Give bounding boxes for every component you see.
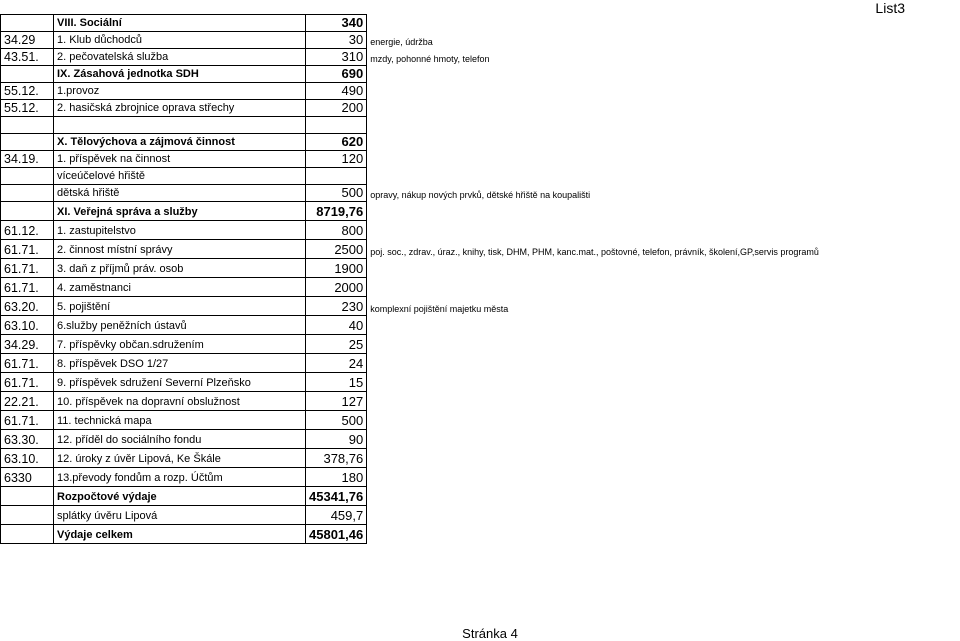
row-amount-cell[interactable]: 45341,76 (306, 487, 367, 506)
table-row (1, 240, 823, 259)
row-code-cell[interactable]: 63.10. (1, 316, 54, 335)
row-note-cell[interactable] (367, 392, 823, 411)
row-code-cell[interactable]: 61.71. (1, 278, 54, 297)
page-number: Stránka 4 (462, 626, 518, 641)
row-amount-cell[interactable]: 15 (306, 373, 367, 392)
row-code-cell[interactable]: 61.71. (1, 240, 54, 259)
row-amount-cell[interactable]: 90 (306, 430, 367, 449)
row-name-cell[interactable]: 2. pečovatelská služba (54, 49, 306, 66)
row-note-cell[interactable] (367, 468, 823, 487)
row-code-cell[interactable] (1, 15, 54, 32)
row-name-cell[interactable]: dětská hřiště (54, 185, 306, 202)
row-name-cell[interactable]: 8. příspěvek DSO 1/27 (54, 354, 306, 373)
row-name-cell[interactable]: 3. daň z příjmů práv. osob (54, 259, 306, 278)
row-amount-cell[interactable]: 620 (306, 134, 367, 151)
row-note-cell[interactable] (367, 221, 823, 240)
row-amount-cell[interactable]: 1900 (306, 259, 367, 278)
row-code-cell[interactable]: 55.12. (1, 100, 54, 117)
row-amount-cell[interactable]: 45801,46 (306, 525, 367, 544)
row-amount-cell[interactable]: 490 (306, 83, 367, 100)
row-name-cell[interactable]: 9. příspěvek sdružení Severní Plzeňsko (54, 373, 306, 392)
row-note-cell[interactable] (367, 487, 823, 506)
row-note-cell[interactable] (367, 335, 823, 354)
table-row (1, 32, 823, 49)
table-row (1, 278, 823, 297)
row-code-cell[interactable]: 61.12. (1, 221, 54, 240)
row-amount-cell[interactable]: 180 (306, 468, 367, 487)
row-name-cell[interactable]: 1. příspěvek na činnost (54, 151, 306, 168)
row-amount-cell[interactable]: 40 (306, 316, 367, 335)
row-note-cell[interactable] (367, 151, 823, 168)
row-amount-cell[interactable]: 690 (306, 66, 367, 83)
table-row (1, 449, 823, 468)
row-amount-cell[interactable]: 25 (306, 335, 367, 354)
row-code-cell[interactable] (1, 66, 54, 83)
row-amount-cell[interactable]: 459,7 (306, 506, 367, 525)
row-note-cell[interactable] (367, 117, 823, 134)
table-row (1, 411, 823, 430)
row-note-cell[interactable] (367, 134, 823, 151)
row-note-cell[interactable] (367, 411, 823, 430)
table-row (1, 202, 823, 221)
row-name-cell[interactable]: 13.převody fondům a rozp. Účtům (54, 468, 306, 487)
row-note-cell[interactable] (367, 506, 823, 525)
row-note-cell[interactable] (367, 15, 823, 32)
table-row (1, 49, 823, 66)
row-name-cell[interactable]: víceúčelové hřiště (54, 168, 306, 185)
row-code-cell[interactable]: 6330 (1, 468, 54, 487)
row-note-cell[interactable]: energie, údržba (370, 36, 433, 47)
row-code-cell[interactable]: 63.30. (1, 430, 54, 449)
row-code-cell[interactable]: 55.12. (1, 83, 54, 100)
row-amount-cell[interactable]: 30 (306, 32, 367, 49)
row-note-cell[interactable]: opravy, nákup nových prvků, dětské hřiště na koupališti (370, 189, 591, 200)
budget-table (0, 14, 823, 544)
row-name-cell[interactable]: 4. zaměstnanci (54, 278, 306, 297)
row-name-cell[interactable]: 10. příspěvek na dopravní obslužnost (54, 392, 306, 411)
row-name-cell[interactable]: Rozpočtové výdaje (54, 487, 306, 506)
row-amount-cell[interactable]: 127 (306, 392, 367, 411)
row-note-cell[interactable] (367, 259, 823, 278)
row-amount-cell[interactable]: 340 (306, 15, 367, 32)
row-note-cell[interactable] (367, 168, 823, 185)
row-code-cell[interactable]: 34.29. (1, 335, 54, 354)
row-code-cell[interactable] (1, 506, 54, 525)
row-note-cell[interactable] (367, 316, 823, 335)
row-name-cell[interactable]: X. Tělovýchova a zájmová činnost (54, 134, 306, 151)
budget-table-body (1, 15, 823, 544)
row-code-cell[interactable] (1, 185, 54, 202)
row-note-cell[interactable] (367, 449, 823, 468)
row-code-cell[interactable] (1, 202, 54, 221)
row-name-cell[interactable]: splátky úvěru Lipová (54, 506, 306, 525)
row-code-cell[interactable]: 63.10. (1, 449, 54, 468)
table-row (1, 525, 823, 544)
row-amount-cell[interactable]: 2000 (306, 278, 367, 297)
row-name-cell[interactable]: 1. zastupitelstvo (54, 221, 306, 240)
row-amount-cell[interactable] (306, 117, 367, 134)
row-code-cell[interactable] (1, 134, 54, 151)
row-amount-cell[interactable]: 500 (306, 185, 367, 202)
row-code-cell[interactable] (1, 487, 54, 506)
row-note-cell[interactable] (367, 100, 823, 117)
row-code-cell[interactable]: 63.20. (1, 297, 54, 316)
row-note-cell[interactable]: poj. soc., zdrav., úraz., knihy, tisk, DHM, PHM, kanc.mat., poštovné, telefon, právník, školení,GP,servis programů (370, 246, 819, 257)
row-code-cell[interactable]: 61.71. (1, 411, 54, 430)
row-note-cell[interactable]: mzdy, pohonné hmoty, telefon (370, 53, 490, 64)
table-row (1, 185, 823, 202)
row-name-cell[interactable]: 7. příspěvky občan.sdružením (54, 335, 306, 354)
row-amount-cell[interactable]: 2500 (306, 240, 367, 259)
row-note-cell[interactable] (367, 83, 823, 100)
row-note-cell[interactable]: komplexní pojištění majetku města (370, 303, 509, 314)
row-amount-cell[interactable]: 230 (306, 297, 367, 316)
row-code-cell[interactable]: 22.21. (1, 392, 54, 411)
table-row (1, 297, 823, 316)
row-note-cell[interactable] (367, 373, 823, 392)
row-code-cell[interactable]: 61.71. (1, 354, 54, 373)
table-row (1, 354, 823, 373)
row-code-cell[interactable] (1, 117, 54, 134)
table-row (1, 335, 823, 354)
row-name-cell[interactable]: 12. příděl do sociálního fondu (54, 430, 306, 449)
row-code-cell[interactable] (1, 168, 54, 185)
row-name-cell[interactable]: IX. Zásahová jednotka SDH (54, 66, 306, 83)
table-row (1, 430, 823, 449)
row-code-cell[interactable]: 61.71. (1, 259, 54, 278)
row-code-cell[interactable]: 61.71. (1, 373, 54, 392)
row-amount-cell[interactable]: 120 (306, 151, 367, 168)
row-name-cell[interactable]: 1. Klub důchodců (54, 32, 306, 49)
row-name-cell[interactable]: 11. technická mapa (54, 411, 306, 430)
row-amount-cell[interactable]: 200 (306, 100, 367, 117)
row-note-cell[interactable] (367, 430, 823, 449)
row-note-cell[interactable] (367, 202, 823, 221)
table-row (1, 373, 823, 392)
row-name-cell[interactable] (54, 117, 306, 134)
table-row (1, 392, 823, 411)
row-code-cell[interactable]: 34.19. (1, 151, 54, 168)
table-row (1, 15, 823, 32)
table-row (1, 83, 823, 100)
table-row (1, 168, 823, 185)
table-row (1, 151, 823, 168)
row-name-cell[interactable]: 2. hasičská zbrojnice oprava střechy (54, 100, 306, 117)
table-row (1, 117, 823, 134)
table-row (1, 221, 823, 240)
row-amount-cell[interactable]: 8719,76 (306, 202, 367, 221)
table-row (1, 506, 823, 525)
row-name-cell[interactable]: 5. pojištění (54, 297, 306, 316)
row-note-cell[interactable] (367, 354, 823, 373)
row-amount-cell[interactable]: 500 (306, 411, 367, 430)
table-row (1, 316, 823, 335)
row-name-cell[interactable]: XI. Veřejná správa a služby (54, 202, 306, 221)
row-amount-cell[interactable]: 378,76 (306, 449, 367, 468)
row-amount-cell[interactable]: 24 (306, 354, 367, 373)
row-note-cell[interactable] (367, 278, 823, 297)
table-row (1, 66, 823, 83)
row-code-cell[interactable] (1, 525, 54, 544)
row-note-cell[interactable] (367, 66, 823, 83)
row-code-cell[interactable]: 43.51. (1, 49, 54, 66)
page-footer (0, 626, 960, 641)
table-row (1, 468, 823, 487)
row-amount-cell[interactable]: 310 (306, 49, 367, 66)
table-row (1, 487, 823, 506)
row-code-cell[interactable]: 34.29 (1, 32, 54, 49)
table-row (1, 134, 823, 151)
table-row (1, 100, 823, 117)
row-name-cell[interactable]: 6.služby peněžních ústavů (54, 316, 306, 335)
row-name-cell[interactable]: 1.provoz (54, 83, 306, 100)
row-name-cell[interactable]: 2. činnost místní správy (54, 240, 306, 259)
sheet-title: List3 (875, 0, 905, 16)
table-row (1, 259, 823, 278)
row-name-cell[interactable]: Výdaje celkem (54, 525, 306, 544)
row-amount-cell[interactable]: 800 (306, 221, 367, 240)
row-note-cell[interactable] (367, 525, 823, 544)
row-name-cell[interactable]: VIII. Sociální (54, 15, 306, 32)
row-name-cell[interactable]: 12. úroky z úvěr Lipová, Ke Škále (54, 449, 306, 468)
row-amount-cell[interactable] (306, 168, 367, 185)
